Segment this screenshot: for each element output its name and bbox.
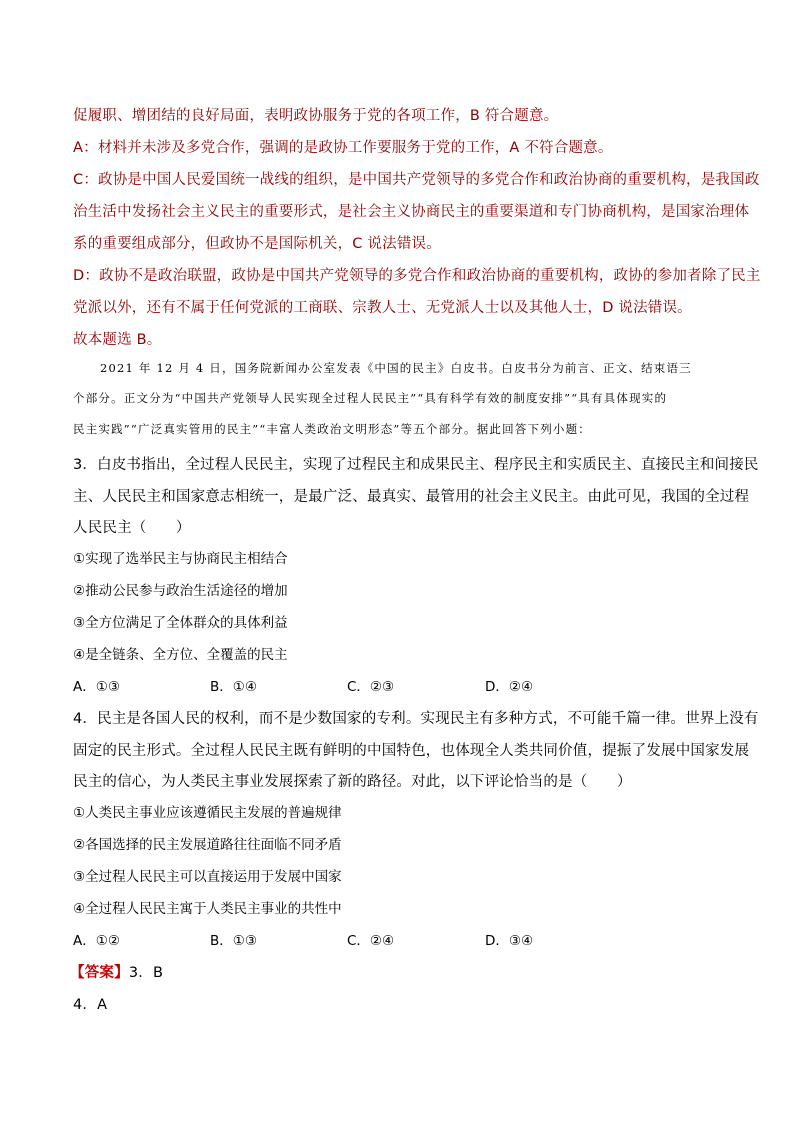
passage-line-1: 2021 年 12 月 4 日，国务院新闻办公室发表《中国的民主》白皮书。白皮书分为前言、正文、结束语三 (100, 361, 692, 375)
answer-label: 【答案】 (70, 965, 129, 981)
analysis-line-4: 治生活中发扬社会主义民主的重要形式，是社会主义协商民主的重要渠道和专门协商机构，是国家治理体 (73, 204, 750, 220)
answer-row (70, 961, 163, 982)
question-4-stem-line-2: 固定的民主形式。全过程人民民主既有鲜明的中国特色，也体现全人类共同价值，提振了发展中国家发展 (73, 743, 750, 759)
analysis-conclusion: 故本题选 B。 (73, 332, 162, 348)
analysis-line-2: A：材料并未涉及多党合作，强调的是政协工作要服务于党的工作，A 不符合题意。 (73, 140, 613, 156)
question-3-stem-line-1: 3．白皮书指出，全过程人民民主，实现了过程民主和成果民主、程序民主和实质民主、直接民主和间接民 (73, 457, 759, 473)
question-4-stem-line-1: 4．民主是各国人民的权利，而不是少数国家的专利。实现民主有多种方式，不可能千篇一律。世界上没有 (73, 711, 759, 727)
passage-line-2: 个部分。正文分为“中国共产党领导人民实现全过程人民民主”“具有科学有效的制度安排”“具有具体现实的 (73, 391, 668, 405)
question-3-choice-b[interactable]: B．①④ (210, 679, 257, 695)
analysis-line-7: 党派以外，还有不属于任何党派的工商联、宗教人士、无党派人士以及其他人士，D 说法错误。 (73, 300, 692, 316)
analysis-line-5: 系的重要组成部分，但政协不是国际机关，C 说法错误。 (73, 236, 441, 252)
question-4-choice-b[interactable]: B．①③ (210, 933, 257, 949)
question-3-statement-3: ③全方位满足了全体群众的具体利益 (73, 615, 288, 631)
question-3-choice-a[interactable]: A．①③ (73, 679, 120, 695)
answer-3: 3．B (128, 965, 164, 981)
analysis-line-6: D：政协不是政治联盟，政协是中国共产党领导的多党合作和政治协商的重要机构，政协的参加者除了民主 (73, 268, 761, 284)
question-3-stem-line-3: 人民民主（ ） (73, 520, 191, 536)
passage-line-3: 民主实践”“广泛真实管用的民主”“丰富人类政治文明形态”等五个部分。据此回答下列小题： (73, 422, 591, 436)
question-4-statement-4: ④全过程人民民主寓于人类民主事业的共性中 (73, 901, 342, 917)
question-3-statement-1: ①实现了选举民主与协商民主相结合 (73, 551, 288, 567)
question-3-choice-d[interactable]: D．②④ (485, 679, 534, 695)
question-3-statement-2: ②推动公民参与政治生活途径的增加 (73, 583, 288, 599)
question-3-stem-line-2: 主、人民民主和国家意志相统一，是最广泛、最真实、最管用的社会主义民主。由此可见，我国的全过程 (73, 489, 750, 505)
question-4-statement-3: ③全过程人民民主可以直接运用于发展中国家 (73, 869, 342, 885)
analysis-line-3: C：政协是中国人民爱国统一战线的组织，是中国共产党领导的多党合作和政治协商的重要机构，是我国政 (73, 172, 760, 188)
question-4-stem-line-3: 民主的信心，为人类民主事业发展探索了新的路径。对此，以下评论恰当的是（ ） (73, 774, 632, 790)
analysis-line-1: 促履职、增团结的良好局面，表明政协服务于党的各项工作，B 符合题意。 (73, 108, 559, 124)
question-4-choice-d[interactable]: D．③④ (485, 933, 534, 949)
question-4-statement-1: ①人类民主事业应该遵循民主发展的普遍规律 (73, 805, 342, 821)
answer-4: 4．A (73, 997, 108, 1013)
question-3-choice-c[interactable]: C．②③ (347, 679, 395, 695)
question-4-statement-2: ②各国选择的民主发展道路往往面临不同矛盾 (73, 837, 342, 853)
question-4-choice-c[interactable]: C．②④ (347, 933, 395, 949)
question-3-statement-4: ④是全链条、全方位、全覆盖的民主 (73, 647, 288, 663)
question-4-choice-a[interactable]: A．①② (73, 933, 120, 949)
